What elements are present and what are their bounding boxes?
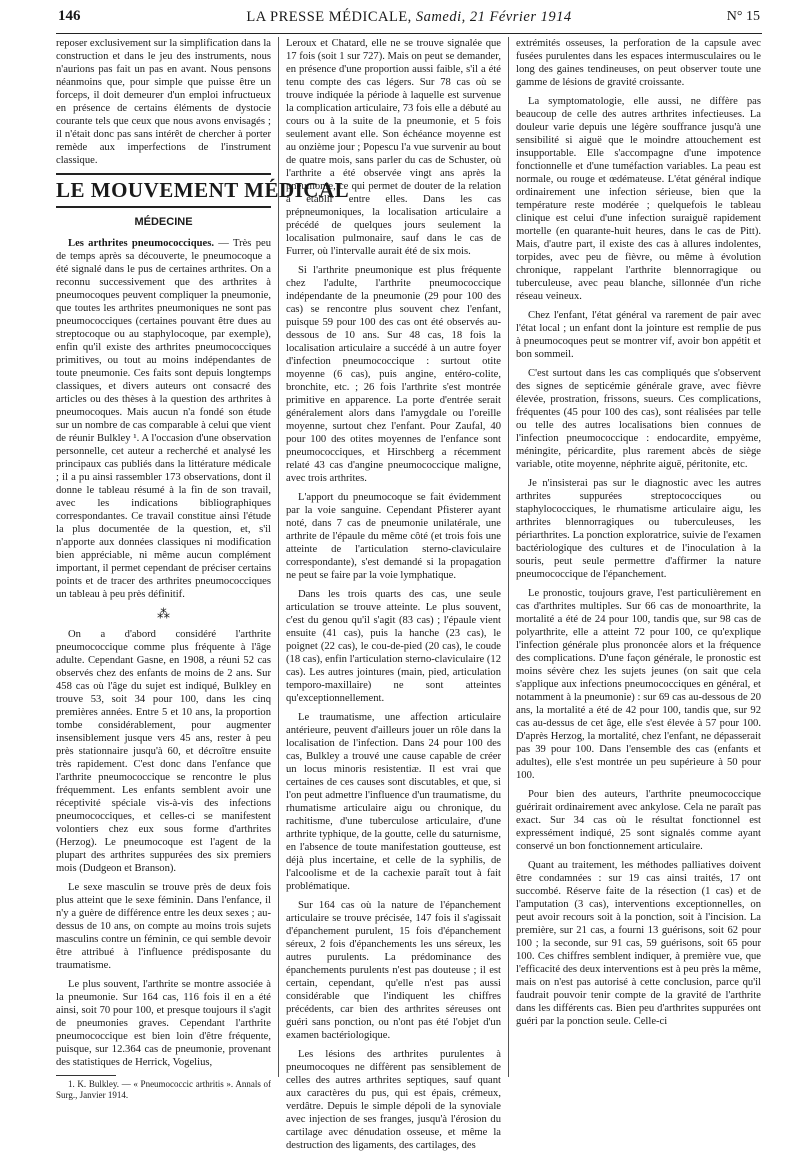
paragraph: Sur 164 cas où la nature de l'épanchement articulaire se trouve précisée, 147 fois il s'agissait d'épanchement purulent, 15 fois d'épanchement séreux, 2 fois d'épanchements les uns séreux, les autres purulents. La prédominance des épanchements purulents n'est pas douteuse ; il est certain, cependant, qu'elle n'est pas aussi considérable que l'indiquent les chiffres précédents, car bien des arthrites séreuses ont guéri sans ponction, ou n'ont pas été l'objet d'un examen bactériologique. <box>286 900 501 1041</box>
paragraph: Quant au traitement, les méthodes palliatives doivent être condamnées : sur 19 cas ainsi traités, 17 ont succombé. Réserve faite de la résection (1 cas) et de l'amputation (3 cas), interventions exceptionnelles, on peut avoir recours soit à la ponction, soit à l'incision. La première, sur 21 cas, a fourni 13 guérisons, soit 62 pour 100 ; la seconde, sur 91 cas, 59 guérisons, soit 65 pour 100. Ces chiffres semblent indiquer, à première vue, que l'efficacité des deux interventions est à peu près la même, mais on n'est pas autorisé à cette conclusion, parce qu'il faudrait pouvoir tenir compte de la gravité de l'arthrite dans les différents cas. Bien peu d'arthrites suppurées ont guéri par la ponction seule. Celle-ci <box>516 860 761 1027</box>
paragraph: Dans les trois quarts des cas, une seule articulation se trouve atteinte. Le plus souvent, c'est du genou qu'il s'agit (83 cas) ; l'épaule vient ensuite (41 cas), puis la hanche (23 cas), le poignet (22 cas), le cou-de-pied (20 cas), le coude (18 cas), enfin l'articulation sterno-claviculaire (12 cas). Les autres jointures (main, pied, articulation temporo-maxillaire) ne sont atteintes qu'exceptionnellement. <box>286 589 501 704</box>
paragraph: C'est surtout dans les cas compliqués que s'observent des signes de septicémie générale grave, avec fièvre élevée, prostration, frissons, sueurs. Ces complications, fréquentes (45 pour 100 des cas), sont réalisées par telle ou telle des autres localisations bien connues de l'infection pneumococcique : endocardite, empyème, méningite, péricardite, plus rarement abcès de siège variable, otite moyenne, néphrite aiguë, péritonite, etc. <box>516 368 761 470</box>
paragraph: Je n'insisterai pas sur le diagnostic avec les autres arthrites suppurées streptococciques ou staphylococciques, le rhumatisme articulaire aigu, les arthrites blennorragiques ou tuberculeuses, les périarthrites. La ponction exploratrice, suivie de l'examen bactériologique des cultures et de l'inoculation à la souris, peut seule permettre d'affirmer la nature pneumococcique de l'épanchement. <box>516 478 761 580</box>
paragraph: Chez l'enfant, l'état général va rarement de pair avec l'état local ; un enfant dont la jointure est remplie de pus à pneumocoques peut se montrer vif, avoir bon appétit et bon sommeil. <box>516 310 761 360</box>
paragraph: Leroux et Chatard, elle ne se trouve signalée que 17 fois (soit 1 sur 727). Mais on peut se demander, en présence d'une proportion aussi faible, s'il a été tenu compte des cas légers. Sur 78 cas où se trouve indiquée la période à laquelle est survenue la complication articulaire, 73 fois elle a débuté au cours ou à la suite de la pneumonie, et 5 fois seulement avant elle. Son échéance moyenne est au onzième jour ; Popescu l'a vue survenir au bout de quatre mois, sans parler du cas de Schuster, où l'arthrite a été observée vingt ans après la pneumonie, ce qui permet de douter de la relation à établir entre elles. Dans les cas prépneumoniques, la localisation articulaire a précédé de quelques jours seulement la localisation pulmonaire, sauf dans le cas de Furrer, où l'intervalle aurait été de six mois. <box>286 38 501 257</box>
paragraph: L'apport du pneumocoque se fait évidemment par la voie sanguine. Cependant Pfisterer ayant noté, dans 7 cas de pneumonie unilatérale, une arthrite de l'épaule du même côté (et trois fois une atteinte de l'articulation sterno-claviculaire correspondante), s'est demandé si la propagation ne peut se faire par la voie lymphatique. <box>286 492 501 581</box>
article-lead-paragraph <box>56 237 271 601</box>
column-divider <box>508 37 509 1077</box>
paragraph-text: — Très peu de temps après sa découverte, le pneumocoque a été signalé dans le pus de certaines arthrites. On a reconnu successivement que des arthrites à pneumocoques peuvent compliquer la pneumonie, que toutes les arthrites pneumoniques ne sont pas pneumococciques (certaines pouvant être dues au streptocoque ou au staphylocoque, par exemple), enfin qu'il existe des arthrites pneumococciques primitives, ou tout au moins indépendantes de toute pneumonie. Ces faits sont depuis longtemps classiques, et divers auteurs ont consacré des articles ou des thèses à la question des arthrites à pneumocoques. Mais aucun n'a fondé son étude sur un nombre de cas comparable à celui que vient de réunir Bulkley ¹. A l'occasion d'une observation personnelle, cet auteur a recherché et analysé les principaux cas publiés dans la littérature médicale ; il a pu ainsi rassembler 173 observations, dont il donne le tableau résumé à la fin de son travail, avec les indications bibliographiques correspondantes. Ce travail constitue ainsi l'étude la plus documentée de la question, et, s'il n'apporte aux données classiques ni modification bien appréciable, ni même aucun complément important, il permet cependant de préciser certains points et de tracer des arthrites pneumococciques un tableau à peu près définitif. <box>56 238 271 600</box>
section-subtitle: MÉDECINE <box>134 216 193 228</box>
paragraph: Si l'arthrite pneumonique est plus fréquente chez l'adulte, l'arthrite pneumococcique indépendante de la pneumonie (29 pour 100 des cas) se rencontre plus souvent chez l'enfant, puisque 59 pour 100 des cas ont été observés au-dessous de 10 ans. Sur 48 cas, 18 fois la localisation articulaire a succédé à un autre foyer d'infection pneumococcique : surtout otite moyenne (6 cas), puis angine, entéro-colite, bronchite, etc. ; 26 fois l'arthrite s'est montrée primitive en apparence. La porte d'entrée serait généralement alors dans l'amygdale ou l'oreille moyenne, surtout chez l'enfant. Pour Zaufal, 40 pour 100 des otites moyennes de l'enfance sont pneumococciques, et Hirschberg a récemment relaté 43 cas d'angine pneumococcique maligne, avec trois arthrites. <box>286 265 501 484</box>
journal-title: LA PRESSE MÉDICALE, <box>246 9 412 25</box>
section-banner <box>56 173 350 208</box>
paragraph: Le traumatisme, une affection articulaire antérieure, peuvent d'ailleurs jouer un rôle dans la localisation de l'infection. Dans 24 pour 100 des cas, Bulkley a trouvé une cause capable de créer un locus minoris resistentiæ. Il est vrai que certaines de ces causes sont discutables, et que, si l'on peut admettre l'influence d'un traumatisme, du rhumatisme articulaire aigu ou chronique, du rachitisme, d'une tuberculose articulaire, d'une arthrite typhique, de la goutte, celle du saturnisme, en l'absence de toute manifestation goutteuse, est déjà plus incertaine, et celle de la syphilis, de l'alcoolisme et de la cachexie paraît tout à fait problématique. <box>286 712 501 892</box>
paragraph: extrémités osseuses, la perforation de la capsule avec fusées purulentes dans les espaces intermusculaires ou le long des gaines tendineuses, on peut observer toute une gamme de lésions de gravité croissante. <box>516 38 761 88</box>
article-title: Les arthrites pneumococciques. <box>68 238 214 249</box>
paragraph: On a d'abord considéré l'arthrite pneumococcique comme plus fréquente à l'âge adulte. Cependant Gasne, en 1908, a réuni 52 cas observés chez des enfants de moins de 2 ans. Sur 458 cas où l'âge du sujet est indiqué, Bulkley en trouve 53, soit 34 pour 100, dans les cinq premières années. Entre 5 et 10 ans, la proportion tombe considérablement, pour augmenter insensiblement jusque vers 45 ans, rester à peu près stationnaire jusqu'à 60, et décroître ensuite très rapidement. C'est donc dans l'enfance que l'arthrite pneumococcique se rencontre le plus fréquemment. Les enfants semblent avoir une réceptivité spéciale vis-à-vis des infections pneumococciques, et celles-ci se manifestent volontiers chez eux sous forme d'arthrites (Herzog). Le pneumocoque est l'agent de la plupart des arthrites suppurées des six premiers mois (Dudgeon et Branson). <box>56 629 271 874</box>
column-3 <box>516 37 761 1077</box>
footnote-rule <box>56 1075 116 1076</box>
footnote: 1. K. Bulkley. — « Pneumococcic arthritis ». Annals of Surg., Janvier 1914. <box>56 1079 271 1100</box>
paragraph: reposer exclusivement sur la simplification dans la construction et dans le jeu des instruments, nous n'aurions pas fait un pas en avant. Nous pensons néanmoins que, pour simple que puisse être un forceps, il doit demeurer d'un emploi infructueux en présence de certains éléments de dystocie courante tels que ceux que nous avons envisagés ; il n'était donc pas sans intérêt de chercher à porter remède aux imperfections de l'instrument classique. <box>56 38 271 166</box>
paragraph: Le sexe masculin se trouve près de deux fois plus atteint que le sexe féminin. Dans l'enfance, il n'y a guère de différence entre les deux sexes ; au-dessus de 10 ans, on compte au moins trois sujets masculins contre un féminin, ce qui semble devoir être attribué à l'influence prédisposante du traumatisme. <box>56 882 271 971</box>
journal-title-line <box>58 9 760 26</box>
issue-number: N° 15 <box>726 9 760 24</box>
section-title: LE MOUVEMENT MÉDICAL <box>56 178 350 202</box>
asterism-separator: ⁂ <box>157 606 170 621</box>
column-2 <box>286 37 501 1151</box>
header-rule <box>56 33 762 34</box>
paragraph: Les lésions des arthrites purulentes à pneumocoques ne diffèrent pas sensiblement de celles des autres arthrites septiques, sauf quant aux caractères du pus, qui est épais, crémeux, verdâtre. Depuis le simple dépoli de la synoviale avec injection de ses franges, jusqu'à l'érosion du cartilage avec dénudation osseuse, et même la destruction des ligaments, des cartilages, des <box>286 1049 501 1151</box>
column-1 <box>56 37 350 1100</box>
paragraph: Le plus souvent, l'arthrite se montre associée à la pneumonie. Sur 164 cas, 116 fois il en a été ainsi, soit 70 pour 100, et presque toujours il s'agit de pneumonies graves. Cependant l'arthrite pneumococcique est bien loin d'être fréquente, puisque, sur 12.364 cas de pneumonie, provenant des statistiques de Herrick, Vogelius, <box>56 979 271 1068</box>
paragraph: Pour bien des auteurs, l'arthrite pneumococcique guérirait ordinairement avec ankylose. Cela ne paraît pas exact. Sur 34 cas où le résultat fonctionnel est expressément indiqué, 25 sont signalés comme ayant conservé un bon fonctionnement articulaire. <box>516 789 761 852</box>
page-number: 146 <box>58 8 81 24</box>
paragraph: La symptomatologie, elle aussi, ne diffère pas beaucoup de celle des autres arthrites infectieuses. La douleur varie depuis une légère souffrance jusqu'à une sensibilité si aiguë que le moindre attouchement est insupportable. Elle s'accompagne d'une impotence fonctionnelle et d'une tuméfaction variables. La peau est normale, ou rouge et œdémateuse. L'état général indique ordinairement une infection sérieuse, bien que la température reste modérée ; quelquefois le tableau clinique est celui d'une infection suraiguë rapidement mortelle (en quarante-huit heures, dans le cas de Pitt). Mais, d'autre part, il existe des cas à allures indolentes, torpides, avec peu de fièvre, ou même à évolution chronique, rappelant l'arthrite blennorragique ou tuberculeuse, avec peau blanche, sillonnée d'un riche réseau veineux. <box>516 96 761 302</box>
paragraph: Le pronostic, toujours grave, l'est particulièrement en cas d'arthrites multiples. Sur 66 cas de monoarthrite, la mortalité a été de 24 pour 100, tandis que, sur 98 cas de polyarthrite, elle a atteint 72 pour 100, ce qu'explique l'infection générale plus prononcée alors et la fréquence des complications. D'une façon générale, le pronostic est moins sévère chez les sujets jeunes (on sait que cela s'applique aux infections pneumococciques en général, et notamment à la pneumonie) : sur 69 cas au-dessous de 20 ans, la mortalité a été de 42 pour 100, tandis que, sur 92 cas au-dessus de cet âge, elle s'est élevée à 57 pour 100. D'après Herzog, la mortalité, chez l'enfant, ne dépasserait pas 39 pour 100. Dans l'ensemble des cas (enfants et adultes), elle s'est montrée un peu supérieure à 50 pour 100. <box>516 588 761 781</box>
issue-date: Samedi, 21 Février 1914 <box>415 9 572 25</box>
running-header <box>58 8 760 32</box>
